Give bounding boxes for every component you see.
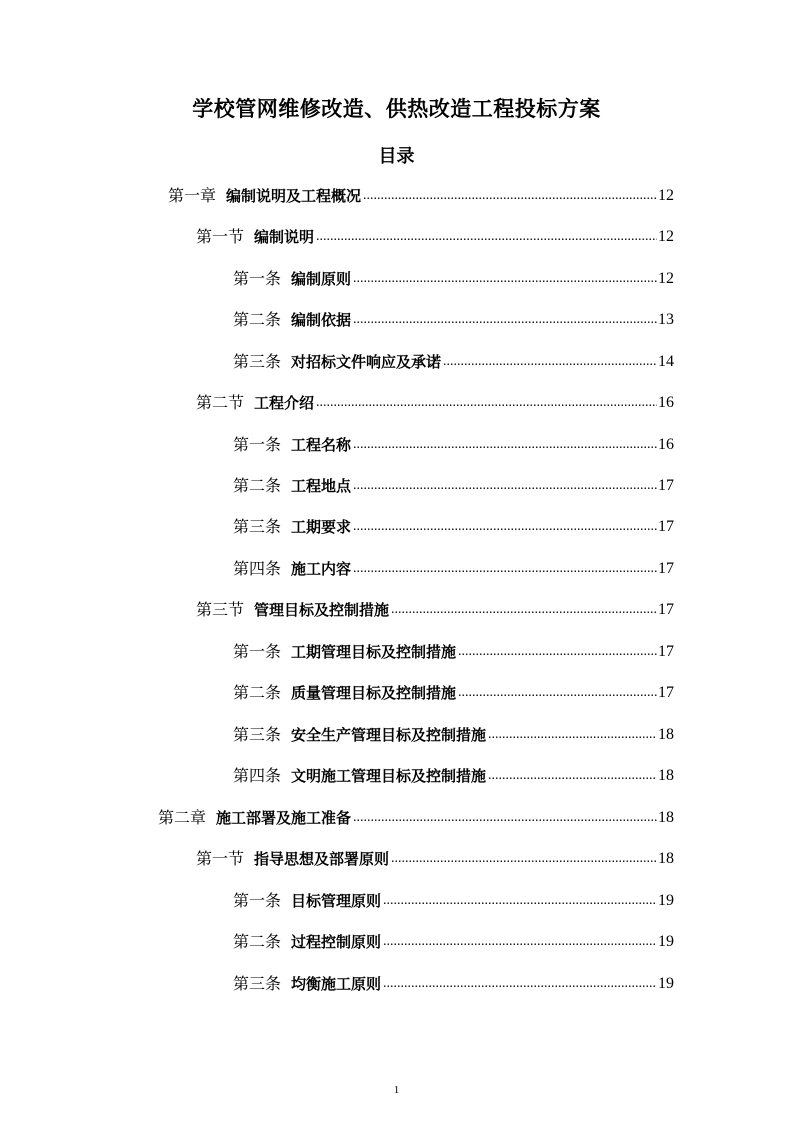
toc-entry-article[interactable]: [233, 972, 674, 996]
toc-entry-number: 第二章: [158, 808, 207, 827]
toc-entry-article[interactable]: [233, 723, 674, 747]
toc-entry-page: 12: [658, 187, 674, 204]
toc-entry-number: 第一节: [196, 227, 245, 246]
toc-entry-page: 18: [658, 767, 674, 784]
toc-entry-title: 工程介绍: [254, 394, 315, 412]
toc-entry-title: 均衡施工原则: [291, 975, 382, 993]
toc-dot-leader: [353, 308, 657, 332]
toc-entry-page: 13: [658, 311, 674, 328]
toc-dot-leader: [443, 350, 657, 374]
document-title: 学校管网维修改造、供热改造工程投标方案: [192, 97, 601, 121]
toc-entry-page: 17: [658, 560, 674, 577]
toc-dot-leader: [391, 847, 657, 871]
toc-dot-leader: [383, 930, 657, 954]
toc-entry-page: 17: [658, 518, 674, 535]
toc-entry-page: 17: [658, 477, 674, 494]
toc-dot-leader: [353, 267, 657, 291]
toc-entry-title: 编制说明: [254, 228, 315, 246]
toc-entry-page: 12: [658, 228, 674, 245]
toc-entry-number: 第二条: [233, 476, 282, 495]
toc-entry-page: 17: [658, 601, 674, 618]
toc-entry-number: 第四条: [233, 559, 282, 578]
toc-entry-section[interactable]: [196, 391, 674, 415]
toc-entry-title: 编制说明及工程概况: [226, 187, 362, 205]
toc-entry-article[interactable]: [233, 640, 674, 664]
toc-entry-title: 工期管理目标及控制措施: [291, 643, 457, 661]
toc-entry-page: 17: [658, 643, 674, 660]
toc-entry-number: 第三条: [233, 517, 282, 536]
toc-entry-page: 19: [658, 933, 674, 950]
toc-dot-leader: [353, 474, 657, 498]
toc-entry-title: 安全生产管理目标及控制措施: [291, 726, 487, 744]
toc-entry-page: 18: [658, 809, 674, 826]
toc-dot-leader: [316, 391, 657, 415]
toc-entry-article[interactable]: [233, 308, 674, 332]
toc-entry-number: 第二条: [233, 310, 282, 329]
toc-entry-section[interactable]: [196, 598, 674, 622]
toc-entry-page: 18: [658, 726, 674, 743]
toc-entry-number: 第一条: [233, 269, 282, 288]
toc-entry-article[interactable]: [233, 764, 674, 788]
toc-entry-title: 施工内容: [291, 560, 352, 578]
toc-entry-article[interactable]: [233, 267, 674, 291]
toc-entry-page: 18: [658, 850, 674, 867]
toc-dot-leader: [353, 806, 657, 830]
toc-dot-leader: [383, 972, 657, 996]
toc-entry-title: 过程控制原则: [291, 933, 382, 951]
toc-entry-number: 第一条: [233, 435, 282, 454]
toc-entry-page: 17: [658, 684, 674, 701]
toc-entry-page: 14: [658, 353, 674, 370]
toc-entry-title: 质量管理目标及控制措施: [291, 684, 457, 702]
toc-entry-title: 工程地点: [291, 477, 352, 495]
toc-entry-number: 第四条: [233, 766, 282, 785]
toc-dot-leader: [363, 184, 657, 208]
toc-entry-page: 12: [658, 270, 674, 287]
toc-dot-leader: [353, 515, 657, 539]
toc-entry-number: 第三节: [196, 600, 245, 619]
toc-entry-title: 工期要求: [291, 518, 352, 536]
toc-entry-number: 第三条: [233, 352, 282, 371]
toc-dot-leader: [316, 225, 657, 249]
toc-entry-chapter[interactable]: [158, 806, 674, 830]
toc-entry-page: 19: [658, 975, 674, 992]
toc-entry-article[interactable]: [233, 930, 674, 954]
toc-heading: 目录: [378, 146, 415, 167]
toc-dot-leader: [488, 764, 657, 788]
toc-dot-leader: [383, 889, 657, 913]
toc-entry-article[interactable]: [233, 889, 674, 913]
toc-entry-section[interactable]: [196, 847, 674, 871]
toc-dot-leader: [353, 557, 657, 581]
toc-entry-title: 管理目标及控制措施: [254, 601, 390, 619]
toc-entry-article[interactable]: [233, 515, 674, 539]
toc-entry-page: 16: [658, 436, 674, 453]
toc-entry-number: 第二节: [196, 393, 245, 412]
toc-entry-title: 文明施工管理目标及控制措施: [291, 767, 487, 785]
toc-entry-article[interactable]: [233, 557, 674, 581]
toc-entry-title: 编制依据: [291, 311, 352, 329]
toc-entry-article[interactable]: [233, 474, 674, 498]
toc-entry-article[interactable]: [233, 350, 674, 374]
toc-entry-page: 16: [658, 394, 674, 411]
toc-entry-title: 编制原则: [291, 270, 352, 288]
page-number: 1: [393, 1084, 400, 1096]
toc-entry-number: 第二条: [233, 683, 282, 702]
toc-entry-title: 对招标文件响应及承诺: [291, 353, 442, 371]
toc-entry-title: 施工部署及施工准备: [216, 809, 352, 827]
toc-entry-number: 第一节: [196, 849, 245, 868]
toc-dot-leader: [458, 681, 657, 705]
toc-dot-leader: [391, 598, 657, 622]
toc-dot-leader: [488, 723, 657, 747]
toc-entry-chapter[interactable]: [168, 184, 674, 208]
toc-entry-number: 第一条: [233, 642, 282, 661]
toc-entry-article[interactable]: [233, 681, 674, 705]
toc-dot-leader: [353, 433, 657, 457]
toc-entry-number: 第二条: [233, 932, 282, 951]
toc-entry-number: 第一章: [168, 186, 217, 205]
toc-entry-article[interactable]: [233, 433, 674, 457]
toc-entry-title: 目标管理原则: [291, 892, 382, 910]
toc-entry-title: 工程名称: [291, 436, 352, 454]
toc-entry-number: 第三条: [233, 725, 282, 744]
toc-entry-page: 19: [658, 892, 674, 909]
toc-dot-leader: [458, 640, 657, 664]
toc-entry-section[interactable]: [196, 225, 674, 249]
toc-entry-number: 第三条: [233, 974, 282, 993]
toc-entry-title: 指导思想及部署原则: [254, 850, 390, 868]
toc-entry-number: 第一条: [233, 891, 282, 910]
